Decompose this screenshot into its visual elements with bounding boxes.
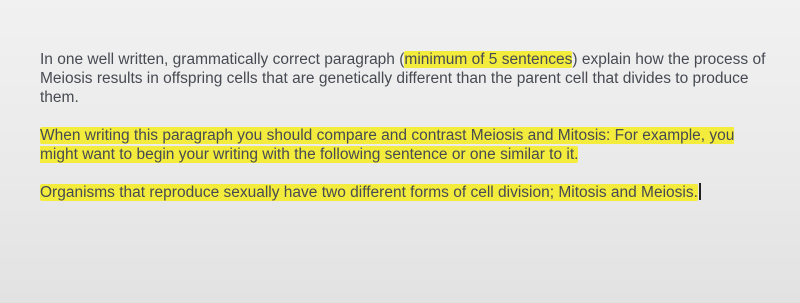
example-sentence-paragraph[interactable] [40,183,770,202]
instruction-text-start: In one well written, grammatically correct paragraph ( [40,51,405,68]
guidance-paragraph [40,126,770,164]
text-cursor [699,183,701,200]
highlighted-example-sentence: Organisms that reproduce sexually have two different forms of cell division; Mitosis and Meiosis. [40,184,698,201]
instruction-text-end: ) explain how the process of Meiosis results in offspring cells that are genetically different than the parent cell that divides to produce them. [40,51,766,106]
highlighted-requirement: minimum of 5 sentences [404,51,573,68]
instruction-paragraph [40,50,770,107]
highlighted-guidance: When writing this paragraph you should compare and contrast Meiosis and Mitosis: For example, you might want to begin your writing with the following sentence or one similar to it. [40,127,735,163]
document-body[interactable] [40,50,770,202]
